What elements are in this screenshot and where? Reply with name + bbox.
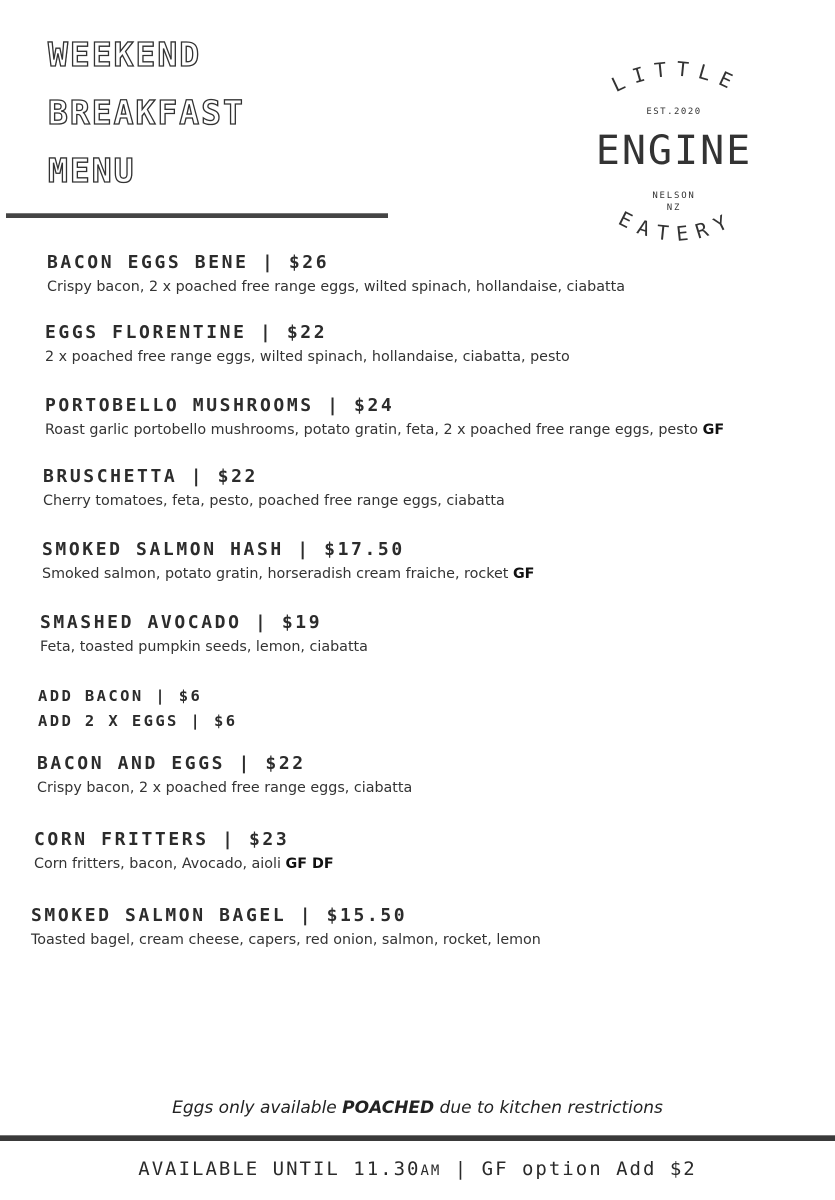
availability-footer: AVAILABLE UNTIL 11.30AM | GF option Add $2 bbox=[138, 1158, 697, 1180]
menu-item-description: Toasted bagel, cream cheese, capers, red onion, salmon, rocket, lemon bbox=[31, 932, 541, 948]
footer-divider bbox=[0, 1135, 835, 1141]
menu-item-title: BACON EGGS BENE | $26 bbox=[47, 252, 330, 273]
menu-item-description: Roast garlic portobello mushrooms, potato gratin, feta, 2 x poached free range eggs, pesto GF bbox=[45, 422, 725, 438]
menu-item bbox=[37, 753, 412, 796]
menu-item-title: BRUSCHETTA | $22 bbox=[43, 466, 258, 487]
menu-item-description: Crispy bacon, 2 x poached free range eggs, wilted spinach, hollandaise, ciabatta bbox=[47, 279, 625, 295]
menu-item-description: Feta, toasted pumpkin seeds, lemon, ciabatta bbox=[40, 639, 368, 655]
menu-item-title: SMASHED AVOCADO | $19 bbox=[40, 612, 323, 633]
menu-item-description: Cherry tomatoes, feta, pesto, poached free range eggs, ciabatta bbox=[43, 493, 505, 509]
add-on-item: ADD BACON | $6 bbox=[38, 687, 203, 705]
title-divider bbox=[6, 213, 388, 218]
menu-item-title: SMOKED SALMON HASH | $17.50 bbox=[42, 539, 405, 560]
menu-title bbox=[48, 26, 245, 200]
menu-item bbox=[45, 395, 724, 438]
menu-item-description: Crispy bacon, 2 x poached free range eggs, ciabatta bbox=[37, 780, 413, 796]
menu-item bbox=[47, 252, 625, 295]
logo-country: NZ bbox=[666, 203, 682, 213]
menu-item-title: SMOKED SALMON BAGEL | $15.50 bbox=[31, 905, 408, 926]
menu-title-line-2: BREAKFAST bbox=[48, 93, 245, 132]
menu-title-line-3: MENU bbox=[48, 151, 136, 190]
note-emphasis: POACHED bbox=[342, 1098, 435, 1118]
menu-item bbox=[42, 539, 534, 582]
menu-title-line-1: WEEKEND bbox=[48, 35, 202, 74]
menu-item bbox=[40, 612, 368, 655]
menu-item-title: PORTOBELLO MUSHROOMS | $24 bbox=[45, 395, 395, 416]
menu-item bbox=[31, 905, 541, 948]
logo-city: NELSON bbox=[652, 191, 696, 201]
menu-item-description: 2 x poached free range eggs, wilted spinach, hollandaise, ciabatta, pesto bbox=[45, 349, 570, 365]
menu-item-title: BACON AND EGGS | $22 bbox=[37, 753, 306, 774]
add-ons bbox=[38, 684, 237, 734]
menu-item bbox=[34, 829, 334, 872]
menu-item bbox=[45, 322, 570, 365]
dietary-tag: GF bbox=[512, 566, 535, 582]
logo-bottom-arc: EATERY bbox=[614, 206, 740, 247]
menu-item-description: Smoked salmon, potato gratin, horseradish cream fraiche, rocket GF bbox=[42, 566, 535, 582]
logo-top-arc: LITTLE bbox=[607, 56, 745, 97]
menu-item-description: Corn fritters, bacon, Avocado, aioli GF DF bbox=[34, 856, 334, 872]
menu-item-title: CORN FRITTERS | $23 bbox=[34, 829, 290, 850]
add-on-item: ADD 2 X EGGS | $6 bbox=[38, 712, 238, 730]
menu-item-title: EGGS FLORENTINE | $22 bbox=[45, 322, 328, 343]
eggs-note: Eggs only available POACHED due to kitchen restrictions bbox=[172, 1098, 663, 1118]
menu-item bbox=[43, 466, 505, 509]
little-engine-logo bbox=[568, 42, 784, 272]
logo-established: EST.2020 bbox=[646, 107, 702, 117]
dietary-tag: GF DF bbox=[285, 856, 334, 872]
dietary-tag: GF bbox=[702, 422, 725, 438]
logo-name: ENGINE bbox=[595, 128, 753, 174]
